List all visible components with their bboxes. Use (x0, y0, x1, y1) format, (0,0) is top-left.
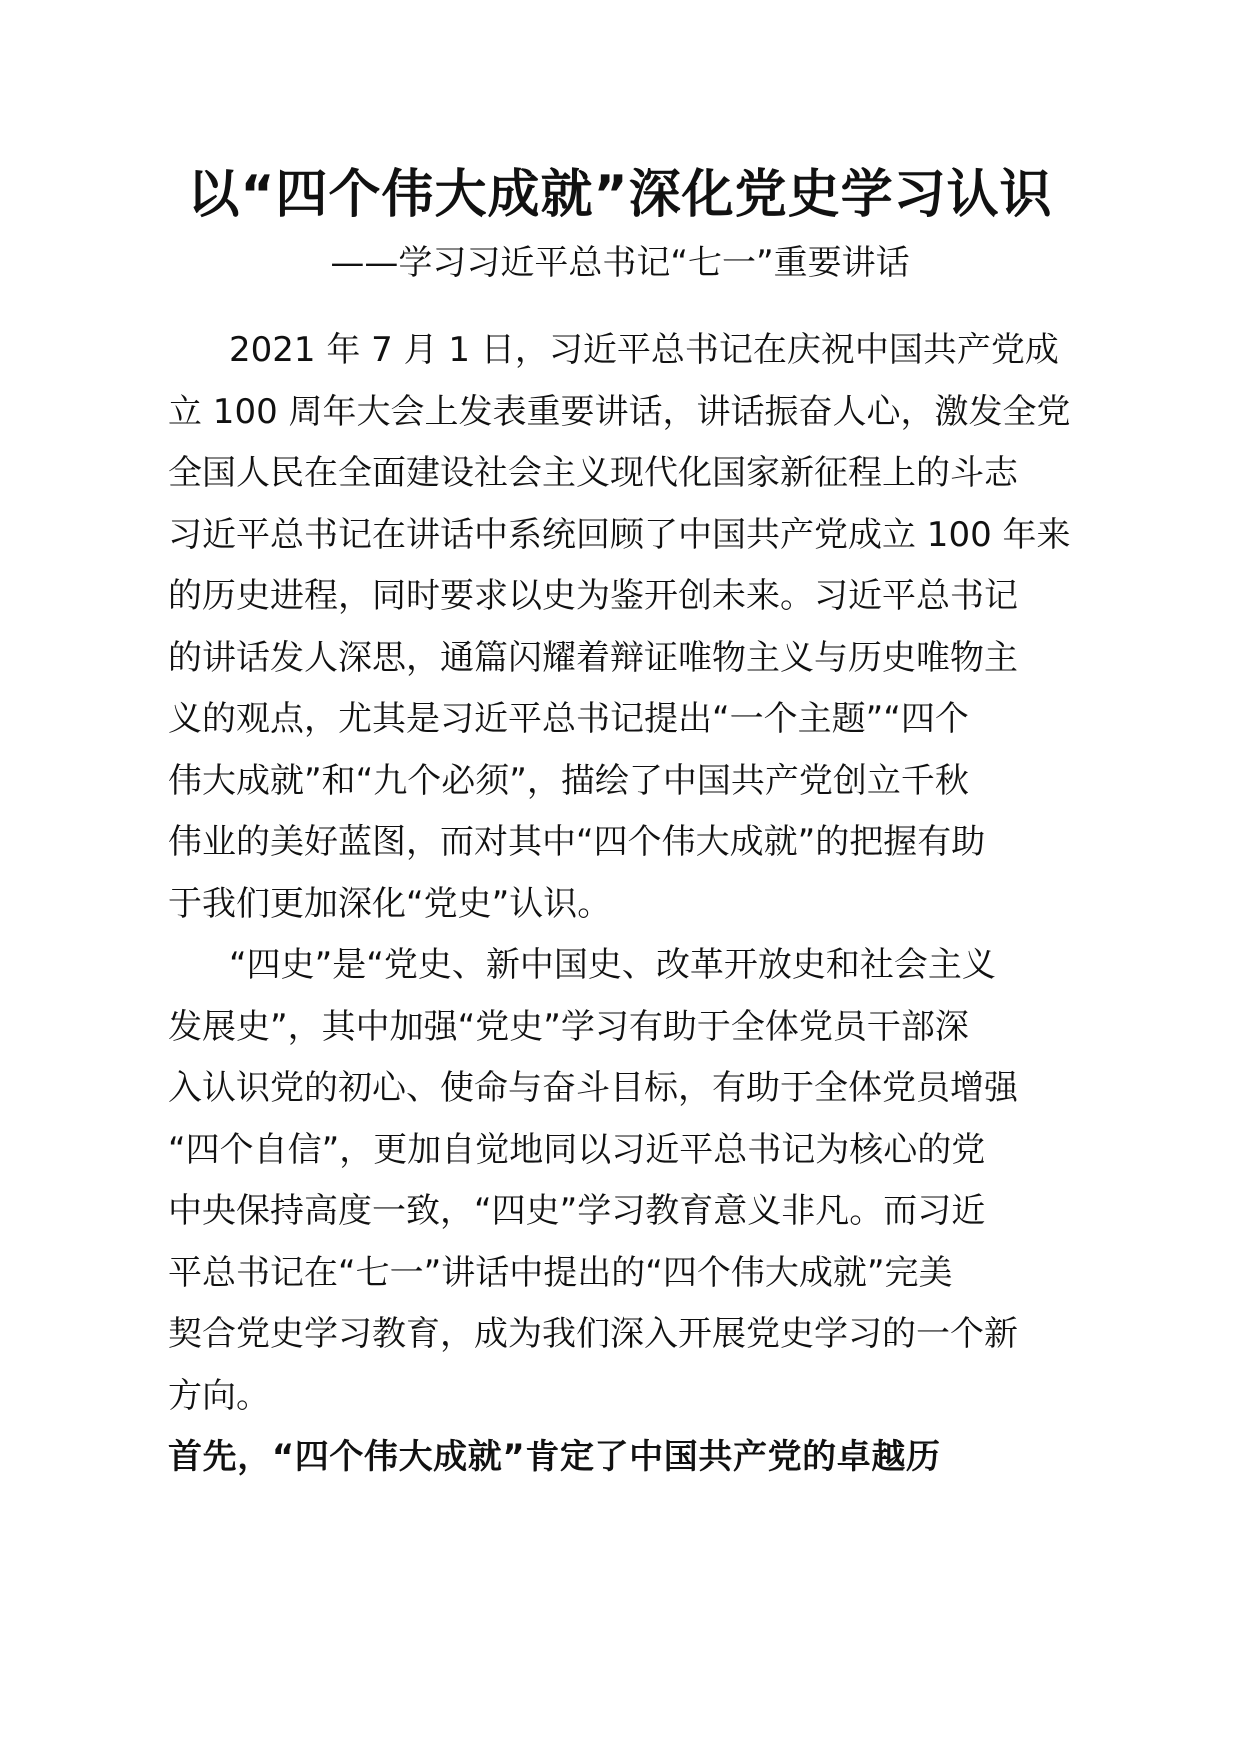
document-subtitle: ——学习习近平总书记“七一”重要讲话 (330, 243, 910, 283)
body-text-line: 于我们更加深化“党史”认识。 (168, 884, 612, 924)
body-text-line: 全国人民在全面建设社会主义现代化国家新征程上的斗志 (168, 453, 1018, 493)
body-text-line: 方向。 (168, 1376, 270, 1416)
body-text-line: 伟业的美好蓝图，而对其中“四个伟大成就”的把握有助 (168, 822, 986, 862)
body-text-line: 义的观点，尤其是习近平总书记提出“一个主题”“四个 (168, 699, 969, 739)
document-title: 以“四个伟大成就”深化党史学习认识 (187, 165, 1053, 225)
body-text-line: 契合党史学习教育，成为我们深入开展党史学习的一个新 (168, 1314, 1018, 1354)
body-text-line: 中央保持高度一致，“四史”学习教育意义非凡。而习近 (168, 1191, 986, 1231)
body-text-line: “四个自信”，更加自觉地同以习近平总书记为核心的党 (168, 1130, 986, 1170)
body-text-line: 发展史”，其中加强“党史”学习有助于全体党员干部深 (168, 1007, 969, 1047)
body-text-line: 伟大成就”和“九个必须”，描绘了中国共产党创立千秋 (168, 761, 969, 801)
body-text-line: 首先，“四个伟大成就”肯定了中国共产党的卓越历 (168, 1437, 940, 1477)
body-text-line: 立 100 周年大会上发表重要讲话，讲话振奋人心，激发全党 (168, 392, 1071, 432)
body-text-line: 2021 年 7 月 1 日，习近平总书记在庆祝中国共产党成 (229, 330, 1059, 370)
body-text-line: “四史”是“党史、新中国史、改革开放史和社会主义 (229, 945, 996, 985)
body-text-line: 习近平总书记在讲话中系统回顾了中国共产党成立 100 年来 (168, 515, 1071, 555)
body-text-line: 的历史进程，同时要求以史为鉴开创未来。习近平总书记 (168, 576, 1018, 616)
body-text-line: 平总书记在“七一”讲话中提出的“四个伟大成就”完美 (168, 1253, 953, 1293)
body-text-line: 的讲话发人深思，通篇闪耀着辩证唯物主义与历史唯物主 (168, 638, 1018, 678)
body-text-line: 入认识党的初心、使命与奋斗目标，有助于全体党员增强 (168, 1068, 1018, 1108)
